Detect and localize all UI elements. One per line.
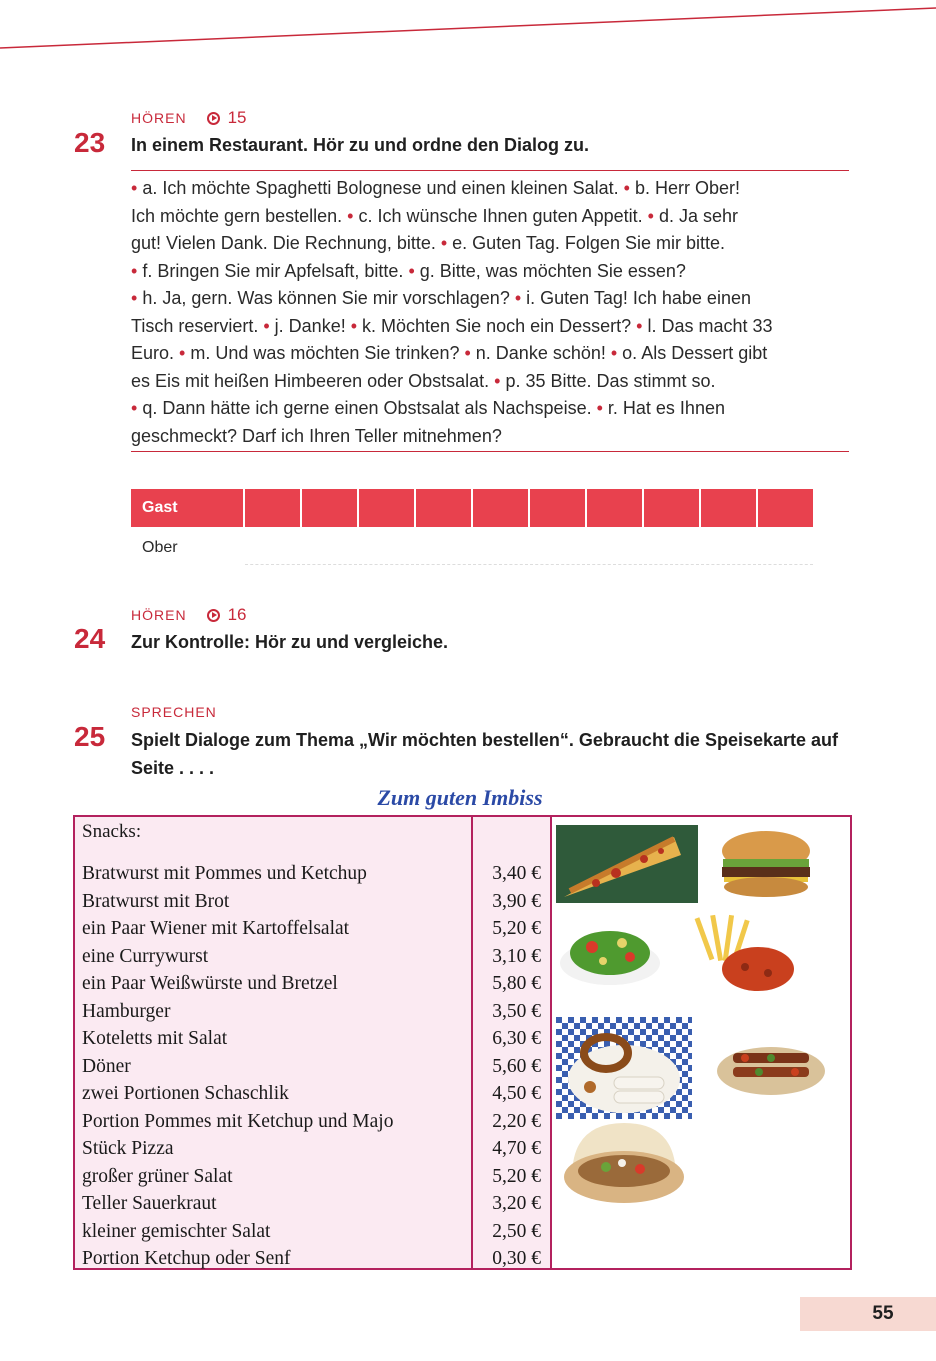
- bullet-separator: •: [631, 315, 648, 336]
- menu-item-price: 3,50 €: [492, 1000, 541, 1022]
- dialog-segment: Ich möchte gern bestellen.: [131, 205, 343, 226]
- green-salad-icon: [558, 917, 662, 987]
- audio-play-icon: [207, 609, 220, 622]
- dialog-line: [131, 175, 849, 203]
- bullet-separator: •: [258, 315, 275, 336]
- exercise-25-tag: [131, 704, 217, 720]
- bullet-separator: •: [435, 233, 453, 253]
- waiter-answer-slot[interactable]: [587, 527, 642, 565]
- dialog-line: [131, 340, 849, 368]
- exercise-25-skill: SPRECHEN: [131, 704, 217, 720]
- menu-item-name: kleiner gemischter Salat: [82, 1220, 271, 1242]
- guest-answer-slot[interactable]: [302, 489, 357, 527]
- bullet-separator: •: [403, 260, 420, 281]
- guest-answer-slot[interactable]: [701, 489, 756, 527]
- guest-row: [131, 489, 815, 527]
- menu-item-list: [82, 860, 393, 1273]
- bullet-separator: •: [131, 398, 143, 418]
- exercise-24-skill: HÖREN: [131, 607, 187, 623]
- menu-item-name: Döner: [82, 1055, 131, 1077]
- waiter-answer-slot[interactable]: [701, 527, 756, 565]
- menu-price-list: [485, 860, 541, 1273]
- pizza-slice-icon: [556, 825, 698, 903]
- page-number: 55: [800, 1297, 936, 1331]
- exercise-23-tag: [131, 108, 246, 128]
- bullet-separator: •: [131, 288, 143, 308]
- guest-answer-slot[interactable]: [245, 489, 300, 527]
- menu-item-name: Koteletts mit Salat: [82, 1028, 228, 1049]
- bullet-separator: •: [174, 343, 191, 363]
- bullet-separator: •: [345, 315, 363, 336]
- currywurst-with-fries-icon: [690, 911, 800, 1003]
- exercise-23-title: In einem Restaurant. Hör zu und ordne den Dialog zu.: [131, 135, 590, 155]
- menu-item-name: Teller Sauerkraut: [82, 1193, 217, 1214]
- dialog-segment: e. Guten Tag. Folgen Sie mir bitte.: [452, 233, 725, 253]
- menu-item-name: Stück Pizza: [82, 1138, 174, 1159]
- waiter-answer-slot[interactable]: [416, 527, 471, 565]
- dialog-segment: r. Hat es Ihnen: [607, 398, 725, 418]
- guest-answer-slot[interactable]: [758, 489, 813, 527]
- dialog-segment: b. Herr Ober!: [634, 178, 740, 198]
- menu-item-name: ein Paar Wiener mit Kartoffelsalat: [82, 918, 350, 939]
- bullet-separator: •: [509, 288, 527, 308]
- menu-header: Snacks:: [82, 821, 142, 842]
- weisswurst-with-pretzel-icon: [556, 1017, 692, 1119]
- dialog-segment: p. 35 Bitte. Das stimmt so.: [505, 370, 716, 391]
- dialog-segment: Euro.: [131, 343, 175, 363]
- dialog-segment: Tisch reserviert.: [131, 315, 259, 336]
- waiter-answer-slot[interactable]: [758, 527, 813, 565]
- dialog-line: [131, 230, 849, 258]
- menu-item-name: ein Paar Weißwürste und Bretzel: [82, 973, 338, 994]
- exercise-23-number: 23: [74, 127, 106, 158]
- menu-item-name: großer grüner Salat: [82, 1165, 233, 1187]
- dialog-segment: k. Möchten Sie noch ein Dessert?: [362, 315, 632, 336]
- menu-item-price: 4,50 €: [492, 1083, 541, 1104]
- dialog-line: [131, 203, 849, 231]
- dialog-segment: q. Dann hätte ich gerne einen Obstsalat als Nachspeise.: [142, 398, 592, 418]
- dialog-line: [131, 368, 849, 396]
- exercise-25-title: Spielt Dialoge zum Thema „Wir möchten bestellen“. Gebraucht die Speisekarte auf Seite . . . .: [131, 730, 839, 778]
- dialog-segment: geschmeckt? Darf ich Ihren Teller mitnehmen?: [131, 425, 502, 446]
- exercise-24-title: Zur Kontrolle: Hör zu und vergleiche.: [131, 632, 449, 652]
- dialog-box: [131, 170, 849, 452]
- dialog-line: [131, 285, 849, 313]
- exercise-25-number: 25: [74, 721, 106, 752]
- menu-item-price: 5,60 €: [492, 1055, 541, 1077]
- dialog-lines: [131, 175, 849, 450]
- bullet-separator: •: [591, 398, 608, 418]
- bullet-separator: •: [131, 260, 143, 281]
- dialog-segment: l. Das macht 33: [647, 315, 773, 336]
- guest-answer-slot[interactable]: [644, 489, 699, 527]
- bullet-separator: •: [459, 343, 476, 363]
- menu-item-name: eine Currywurst: [82, 945, 209, 967]
- waiter-answer-slot[interactable]: [302, 527, 357, 565]
- dialog-segment: n. Danke schön!: [475, 343, 606, 363]
- dialog-segment: i. Guten Tag! Ich habe einen: [526, 288, 751, 308]
- audio-play-icon: [207, 112, 220, 125]
- dialog-segment: j. Danke!: [274, 315, 346, 336]
- menu-item-price: 2,20 €: [492, 1110, 541, 1132]
- waiter-row: [131, 527, 815, 565]
- bullet-separator: •: [605, 343, 623, 363]
- exercise-23-skill: HÖREN: [131, 110, 187, 126]
- exercise-24-tag: [131, 605, 246, 625]
- guest-answer-slot[interactable]: [587, 489, 642, 527]
- menu-item-price: 3,10 €: [492, 945, 541, 967]
- waiter-answer-slot[interactable]: [473, 527, 528, 565]
- guest-label: Gast: [131, 489, 243, 527]
- dialog-segment: d. Ja sehr: [658, 205, 738, 226]
- waiter-answer-slot[interactable]: [530, 527, 585, 565]
- column-divider: [471, 817, 473, 1268]
- dialog-line: [131, 313, 849, 341]
- bullet-separator: •: [642, 205, 659, 226]
- dialog-segment: m. Und was möchten Sie trinken?: [190, 343, 460, 363]
- menu-item-price: 3,20 €: [492, 1193, 541, 1214]
- menu-item-price: 5,20 €: [492, 1165, 541, 1187]
- doner-kebab-icon: [556, 1115, 692, 1213]
- menu-item-name: Portion Ketchup oder Senf: [82, 1248, 291, 1269]
- menu-item-name: Portion Pommes mit Ketchup und Majo: [82, 1110, 394, 1132]
- menu-item-name: zwei Portionen Schaschlik: [82, 1083, 289, 1104]
- exercise-23-track: 15: [227, 108, 247, 127]
- menu-item-price: 3,40 €: [492, 863, 541, 884]
- menu-item-price: 6,30 €: [492, 1028, 541, 1049]
- dialog-line: [131, 395, 849, 423]
- dialog-segment: h. Ja, gern. Was können Sie mir vorschlagen?: [142, 288, 510, 308]
- dialog-segment: gut! Vielen Dank. Die Rechnung, bitte.: [131, 233, 436, 253]
- guest-answer-slot[interactable]: [473, 489, 528, 527]
- menu-title: Zum guten Imbiss: [377, 785, 543, 810]
- top-decorative-rule: [0, 0, 936, 60]
- dialog-segment: c. Ich wünsche Ihnen guten Appetit.: [358, 205, 643, 226]
- waiter-label: Ober: [142, 539, 178, 556]
- menu-item-price: 0,30 €: [492, 1248, 541, 1269]
- dialog-segment: es Eis mit heißen Himbeeren oder Obstsalat.: [131, 370, 490, 391]
- dialog-segment: o. Als Dessert gibt: [622, 343, 768, 363]
- dialog-segment: a. Ich möchte Spaghetti Bolognese und einen kleinen Salat.: [142, 178, 619, 198]
- exercise-24-track: 16: [227, 605, 247, 624]
- dialog-segment: f. Bringen Sie mir Apfelsaft, bitte.: [142, 260, 404, 281]
- bullet-separator: •: [131, 178, 143, 198]
- waiter-answer-slot[interactable]: [644, 527, 699, 565]
- menu-item-name: Bratwurst mit Brot: [82, 890, 230, 912]
- food-photos: [552, 817, 850, 1268]
- hamburger-icon: [717, 827, 815, 901]
- exercise-24-number: 24: [74, 623, 106, 654]
- menu-item-price: 2,50 €: [492, 1220, 541, 1242]
- waiter-answer-slot[interactable]: [245, 527, 300, 565]
- menu-item-name: Bratwurst mit Pommes und Ketchup: [82, 863, 367, 884]
- menu-item-price: 5,80 €: [492, 973, 541, 994]
- menu-item-price: 5,20 €: [492, 918, 541, 939]
- bullet-separator: •: [489, 370, 506, 391]
- menu-table: [73, 815, 852, 1270]
- dialog-line: [131, 258, 849, 286]
- guest-answer-slot[interactable]: [416, 489, 471, 527]
- schaschlik-skewers-icon: [715, 1029, 827, 1099]
- menu-item-price: 4,70 €: [492, 1138, 541, 1159]
- menu-item-name: Hamburger: [82, 1000, 171, 1022]
- waiter-answer-slot[interactable]: [359, 527, 414, 565]
- dialog-line: [131, 423, 849, 451]
- dialog-segment: g. Bitte, was möchten Sie essen?: [419, 260, 686, 281]
- order-table: [131, 489, 815, 565]
- guest-answer-slot[interactable]: [530, 489, 585, 527]
- guest-answer-slot[interactable]: [359, 489, 414, 527]
- menu-item-price: 3,90 €: [492, 890, 541, 912]
- bullet-separator: •: [618, 178, 635, 198]
- bullet-separator: •: [342, 205, 359, 226]
